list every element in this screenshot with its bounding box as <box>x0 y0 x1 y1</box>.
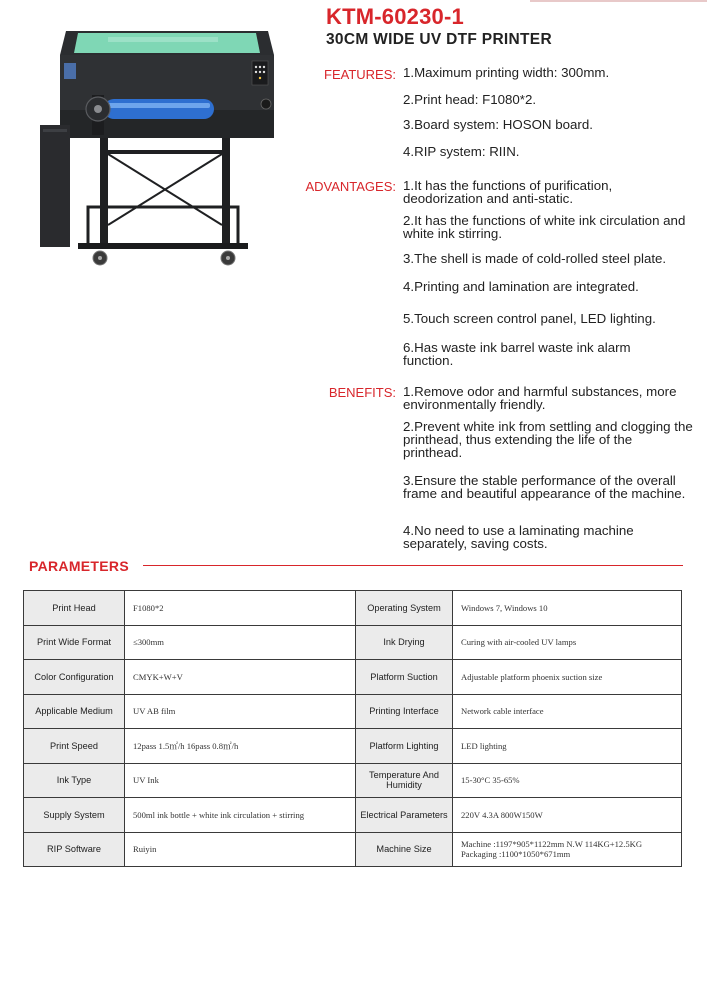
feature-item: 3.Board system: HOSON board. <box>403 117 593 132</box>
panel-button <box>263 71 265 73</box>
param-value: ≤300mm <box>125 625 356 660</box>
stand-base-frame <box>88 207 238 247</box>
product-subtitle: 30CM WIDE UV DTF PRINTER <box>326 31 552 48</box>
table-row <box>24 832 682 867</box>
top-decorative-rule <box>530 0 707 2</box>
panel-button <box>259 71 261 73</box>
advantages-label: ADVANTAGES: <box>305 179 396 194</box>
wheel-hub <box>98 256 102 260</box>
param-key: Electrical Parameters <box>356 798 453 833</box>
stand-leg-left <box>100 138 108 248</box>
benefit-item: 1.Remove odor and harmful substances, more environmentally friendly. <box>403 384 677 412</box>
table-row <box>24 694 682 729</box>
param-key: Printing Interface <box>356 694 453 729</box>
side-knob <box>261 99 271 109</box>
ink-cabinet <box>40 125 70 247</box>
printer-side-label <box>64 63 76 79</box>
advantage-item: 3.The shell is made of cold-rolled steel plate. <box>403 251 667 266</box>
benefit-item: 4.No need to use a laminating machine separately, saving costs. <box>403 523 634 551</box>
printer-cover-highlight <box>108 37 218 42</box>
param-key: Applicable Medium <box>24 694 125 729</box>
param-value: 220V 4.3A 800W150W <box>453 798 682 833</box>
film-roll-core <box>94 105 102 113</box>
advantage-item: 2.It has the functions of white ink circulation and white ink stirring. <box>403 213 686 241</box>
table-row <box>24 591 682 626</box>
model-number: KTM-60230-1 <box>326 4 464 29</box>
param-key: Platform Lighting <box>356 729 453 764</box>
benefit-item: 2.Prevent white ink from settling and clogging the printhead, thus extending the life of the printhead. <box>403 419 693 460</box>
param-key: Ink Type <box>24 763 125 798</box>
param-key: Ink Drying <box>356 625 453 660</box>
param-key: RIP Software <box>24 832 125 867</box>
benefits-label: BENEFITS: <box>328 385 396 400</box>
param-value: 12pass 1.5㎡/h 16pass 0.8㎡/h <box>125 729 356 764</box>
advantage-item: 5.Touch screen control panel, LED lighting. <box>403 311 656 326</box>
param-value: 15-30°C 35-65% <box>453 763 682 798</box>
table-row <box>24 763 682 798</box>
stand-base <box>78 243 248 249</box>
cabinet-vent <box>43 129 67 132</box>
panel-button <box>263 66 265 68</box>
param-key: Machine Size <box>356 832 453 867</box>
param-key: Color Configuration <box>24 660 125 695</box>
parameters-divider <box>143 565 683 566</box>
panel-button <box>259 77 261 79</box>
parameters-title: PARAMETERS <box>29 558 129 574</box>
param-key: Platform Suction <box>356 660 453 695</box>
panel-button <box>259 66 261 68</box>
table-row <box>24 625 682 660</box>
advantage-item: 1.It has the functions of purification, deodorization and anti-static. <box>403 178 613 206</box>
param-key: Temperature And Humidity <box>356 763 453 798</box>
roller <box>104 99 214 119</box>
printer-image <box>38 25 283 275</box>
parameters-table <box>23 590 682 867</box>
param-value: F1080*2 <box>125 591 356 626</box>
advantage-item: 6.Has waste ink barrel waste ink alarm function. <box>403 340 631 368</box>
param-value: Windows 7, Windows 10 <box>453 591 682 626</box>
param-value: CMYK+W+V <box>125 660 356 695</box>
table-row <box>24 729 682 764</box>
param-value: 500ml ink bottle + white ink circulation + stirring <box>125 798 356 833</box>
roller-highlight <box>108 103 210 108</box>
benefit-item: 3.Ensure the stable performance of the overall frame and beautiful appearance of the machine. <box>403 473 686 501</box>
param-value: Network cable interface <box>453 694 682 729</box>
feature-item: 1.Maximum printing width: 300mm. <box>403 65 610 80</box>
machine-size-line: Machine :1197*905*1122mm N.W 114KG+12.5KG <box>461 839 643 850</box>
table-row <box>24 798 682 833</box>
param-key: Print Speed <box>24 729 125 764</box>
param-value: UV AB film <box>125 694 356 729</box>
param-value: UV Ink <box>125 763 356 798</box>
stand-crossbar <box>100 150 230 154</box>
stand-leg-right <box>222 138 230 248</box>
wheel-hub <box>226 256 230 260</box>
param-key: Supply System <box>24 798 125 833</box>
printer-top-cover <box>74 33 260 53</box>
feature-item: 4.RIP system: RIIN. <box>403 144 520 159</box>
param-value-multiline <box>453 832 682 867</box>
param-value: Ruiyin <box>125 832 356 867</box>
param-key: Print Wide Format <box>24 625 125 660</box>
param-key: Operating System <box>356 591 453 626</box>
param-key: Print Head <box>24 591 125 626</box>
param-value: Adjustable platform phoenix suction size <box>453 660 682 695</box>
panel-button <box>255 71 257 73</box>
param-value: LED lighting <box>453 729 682 764</box>
table-row <box>24 660 682 695</box>
features-label: FEATURES: <box>324 67 396 82</box>
feature-item: 2.Print head: F1080*2. <box>403 92 537 107</box>
packaging-size-line: Packaging :1100*1050*671mm <box>461 849 571 860</box>
panel-button <box>255 66 257 68</box>
advantage-item: 4.Printing and lamination are integrated. <box>403 279 639 294</box>
param-value: Curing with air-cooled UV lamps <box>453 625 682 660</box>
